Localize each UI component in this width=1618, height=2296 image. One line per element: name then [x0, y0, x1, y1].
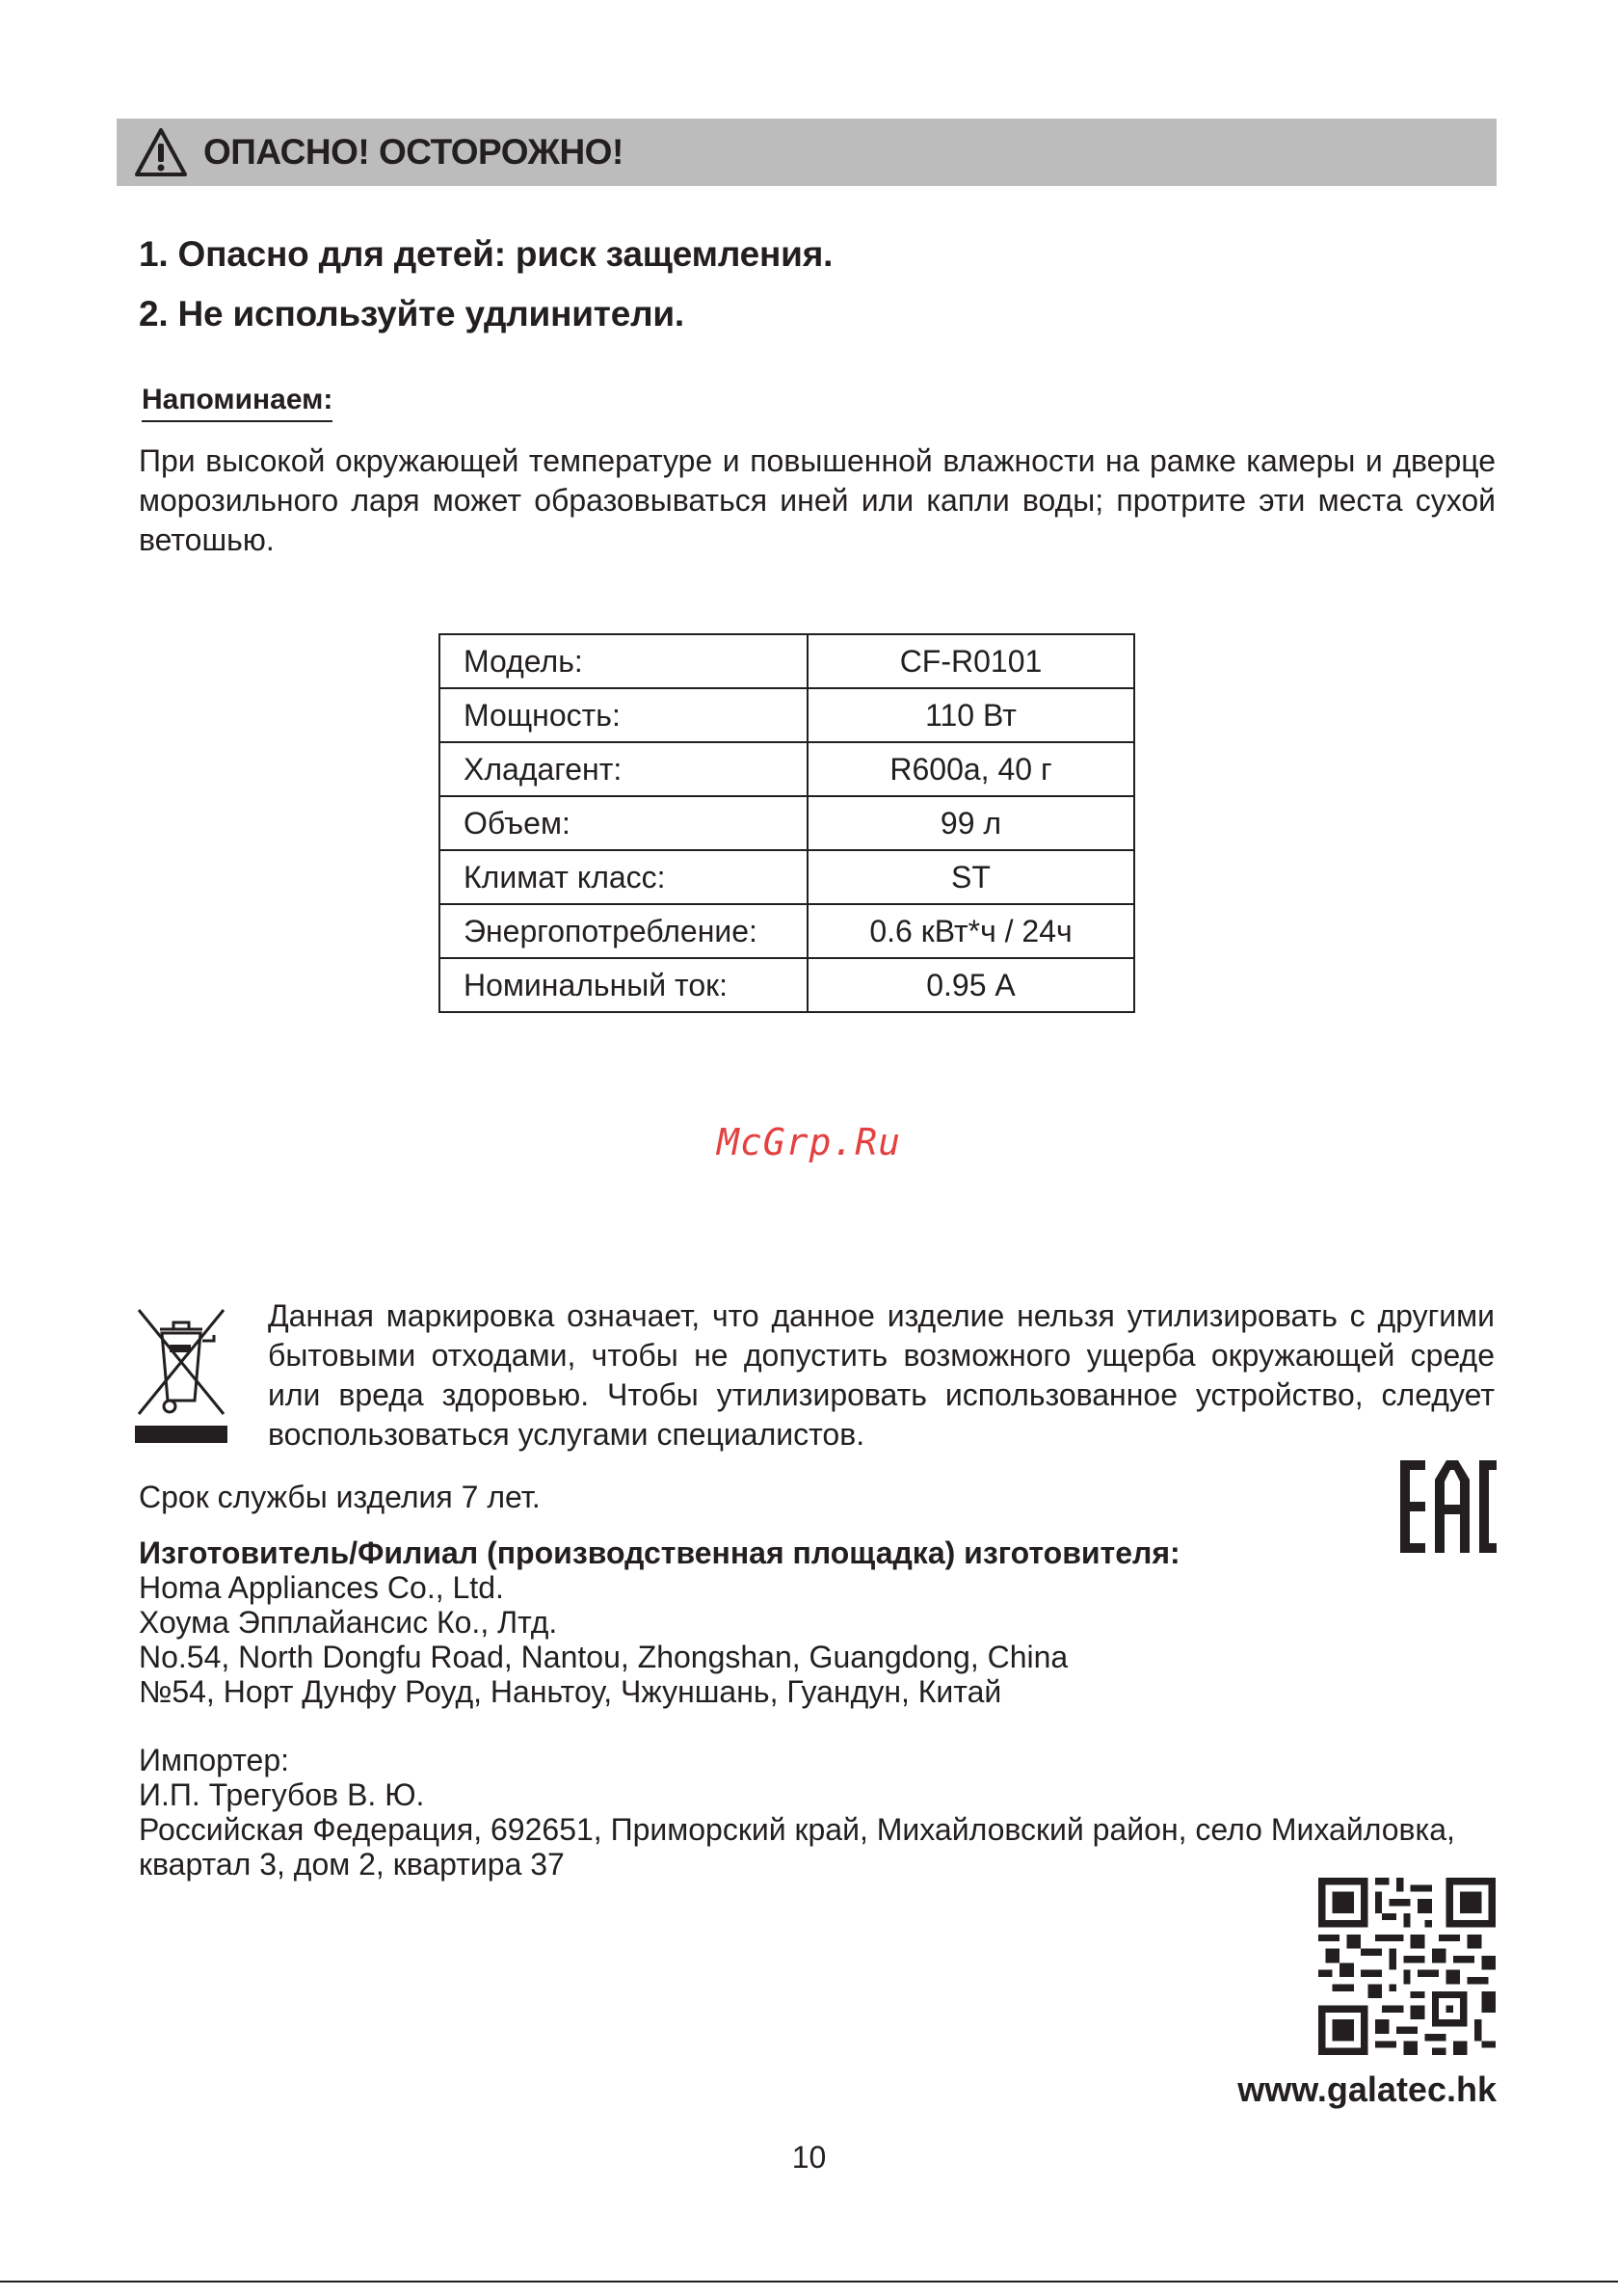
table-row: [439, 904, 1134, 958]
importer-title: Импортер:: [139, 1743, 289, 1777]
reminder-title: Напоминаем:: [142, 384, 332, 422]
table-row: [439, 850, 1134, 904]
table-row: [439, 688, 1134, 742]
importer-line: И.П. Трегубов В. Ю.: [139, 1777, 425, 1812]
eac-logo-icon: [1400, 1460, 1497, 1553]
importer-line: Российская Федерация, 692651, Приморский край, Михайловский район, село Михайловка,: [139, 1812, 1455, 1847]
spec-value: 0.95 А: [808, 958, 1134, 1012]
spec-value: R600a, 40 г: [808, 742, 1134, 796]
bottom-divider: [0, 2281, 1618, 2283]
manufacturer-title: Изготовитель/Филиал (производственная площадка) изготовителя:: [139, 1535, 1180, 1570]
manufacturer-line: Homa Appliances Co., Ltd.: [139, 1570, 504, 1605]
manufacturer-line: №54, Норт Дунфу Роуд, Наньтоу, Чжуншань, Гуандун, Китай: [139, 1674, 1002, 1709]
disposal-text: Данная маркировка означает, что данное изделие нельзя утилизировать с другими бытовыми отходами, чтобы не допустить возможного ущерба окружающей среде или вреда здоровью. Чтобы утилизировать использованное устройство, следует воспользоваться услугами специалистов.: [268, 1298, 1495, 1452]
warning-banner: [117, 119, 1497, 186]
crossed-bin-icon: [135, 1306, 227, 1443]
service-life: Срок службы изделия 7 лет.: [139, 1480, 541, 1514]
spec-value: CF-R0101: [808, 634, 1134, 688]
spec-value: ST: [808, 850, 1134, 904]
manufacturer-line: No.54, North Dongfu Road, Nantou, Zhongshan, Guangdong, China: [139, 1640, 1069, 1674]
warning-triangle-icon: [134, 126, 188, 178]
manufacturer-line: Хоума Эпплайансис Ко., Лтд.: [139, 1605, 558, 1640]
spec-label: Климат класс:: [439, 850, 808, 904]
table-row: [439, 634, 1134, 688]
table-row: [439, 742, 1134, 796]
banner-title: ОПАСНО! ОСТОРОЖНО!: [203, 132, 623, 172]
spec-table: [438, 633, 1135, 1013]
qr-code-icon: [1318, 1878, 1496, 2055]
spec-label: Энергопотребление:: [439, 904, 808, 958]
spec-label: Модель:: [439, 634, 808, 688]
importer-line: квартал 3, дом 2, квартира 37: [139, 1847, 565, 1882]
table-row: [439, 958, 1134, 1012]
spec-label: Номинальный ток:: [439, 958, 808, 1012]
table-row: [439, 796, 1134, 850]
reminder-body: При высокой окружающей температуре и повышенной влажности на рамке камеры и дверце морозильного ларя может образовываться иней или капли воды; протрите эти места сухой ветошью.: [139, 443, 1496, 557]
spec-value: 110 Вт: [808, 688, 1134, 742]
spec-value: 99 л: [808, 796, 1134, 850]
website-link[interactable]: www.galatec.hk: [1237, 2069, 1497, 2109]
warning-line-1: 1. Опасно для детей: риск защемления.: [139, 234, 834, 274]
spec-value: 0.6 кВт*ч / 24ч: [808, 904, 1134, 958]
warning-line-2: 2. Не используйте удлинители.: [139, 294, 685, 334]
spec-label: Объем:: [439, 796, 808, 850]
page-number: 10: [791, 2140, 827, 2175]
spec-label: Мощность:: [439, 688, 808, 742]
spec-label: Хладагент:: [439, 742, 808, 796]
watermark: McGrp.Ru: [716, 1121, 902, 1163]
